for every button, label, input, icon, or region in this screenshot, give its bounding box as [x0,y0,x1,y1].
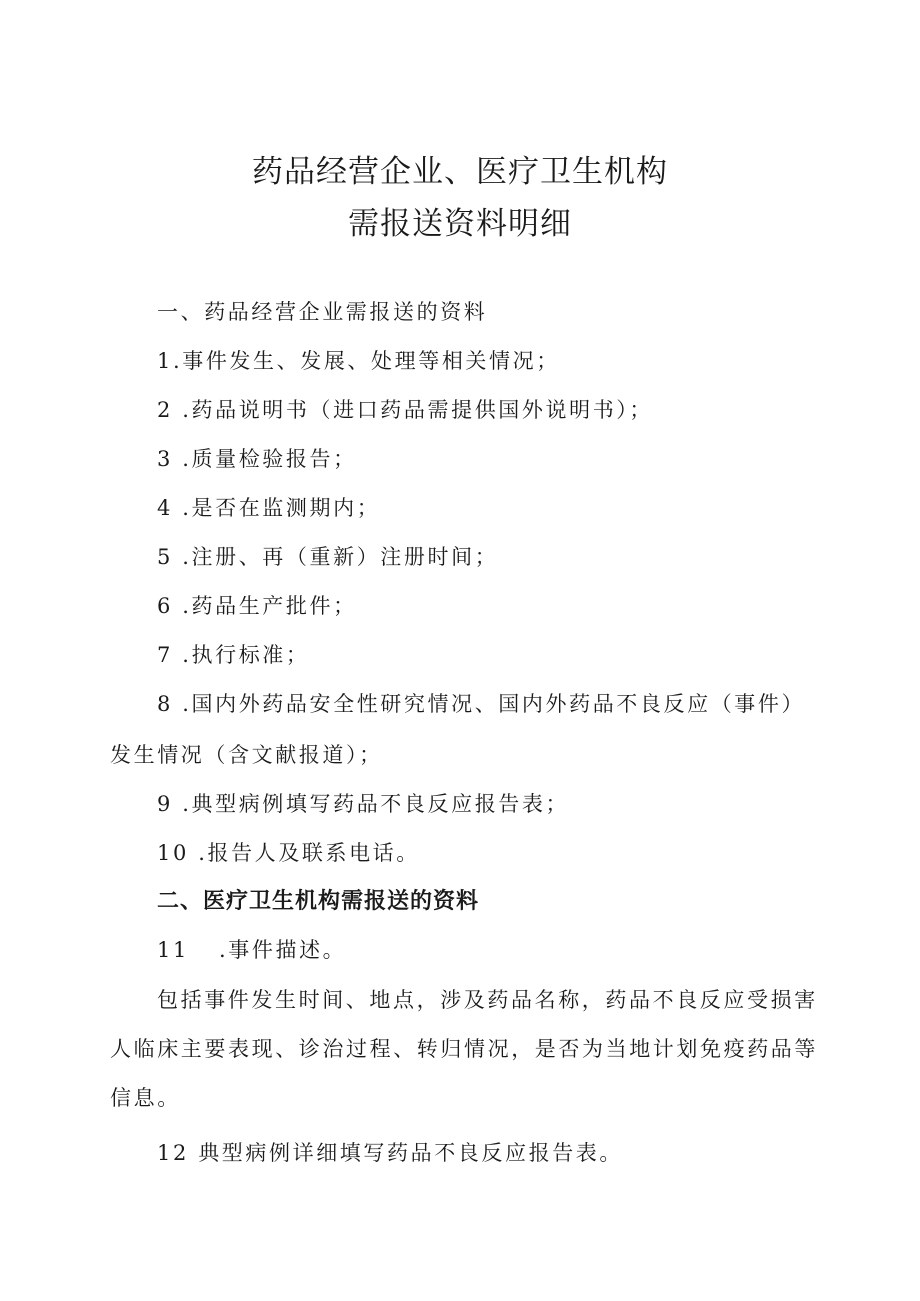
section-1-item: 2 .药品说明书（进口药品需提供国外说明书）； [157,398,654,422]
section-2-item-12: 12 典型病例详细填写药品不良反应报告表。 [157,1141,623,1165]
section-1-item-continuation: 发生情况（含文献报道）； [110,743,383,767]
document-title-line-1: 药品经营企业、医疗卫生机构 [252,154,668,190]
section-2-paragraph-line: 人临床主要表现、诊治过程、转归情况，是否为当地计划免疫药品等 [110,1037,818,1061]
section-1-heading: 一、药品经营企业需报送的资料 [157,300,488,324]
section-1-item: 7 .执行标准； [157,643,310,667]
section-1-item: 6 .药品生产批件； [157,594,357,618]
section-1-item: 1.事件发生、发展、处理等相关情况； [157,349,560,373]
document-title-line-2: 需报送资料明细 [348,206,572,242]
section-2-item-11-number: 11 [157,938,189,962]
section-1-item: 5 .注册、再（重新）注册时间； [157,545,499,569]
section-1-item: 3 .质量检验报告； [157,447,357,471]
section-1-item: 4 .是否在监测期内； [157,496,381,520]
section-1-item: 10 .报告人及联系电话。 [157,841,420,865]
section-2-heading: 二、医疗卫生机构需报送的资料 [157,888,480,914]
section-1-item: 9 .典型病例填写药品不良反应报告表； [157,792,570,816]
section-2-item-11-text: .事件描述。 [219,938,347,962]
section-2-paragraph-line: 信息。 [110,1086,181,1110]
section-1-item: 8 .国内外药品安全性研究情况、国内外药品不良反应（事件） [157,692,806,716]
section-2-paragraph-line: 包括事件发生时间、地点，涉及药品名称，药品不良反应受损害 [157,988,818,1012]
